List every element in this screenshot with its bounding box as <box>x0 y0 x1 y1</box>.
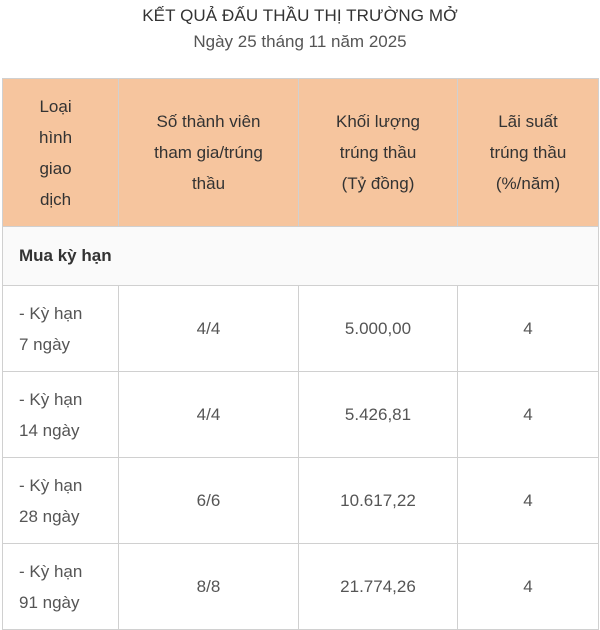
rate-cell: 4 <box>458 458 599 544</box>
table-row <box>3 458 599 544</box>
table-row <box>3 544 599 630</box>
header-line: thầu <box>191 174 226 193</box>
auction-results-table <box>2 78 599 630</box>
volume-cell: 5.000,00 <box>299 286 458 372</box>
members-cell: 8/8 <box>119 544 299 630</box>
page-subtitle: Ngày 25 tháng 11 năm 2025 <box>193 32 407 51</box>
header-interest-rate <box>458 79 599 227</box>
section-label: Mua kỳ hạn <box>3 227 599 286</box>
header-transaction-type <box>3 79 119 227</box>
volume-cell: 21.774,26 <box>299 544 458 630</box>
header-line: trúng thầu <box>339 143 417 162</box>
header-line: Số thành viên <box>156 112 261 131</box>
header-line: (Tỷ đồng) <box>341 174 415 193</box>
term-line: 14 ngày <box>19 420 80 440</box>
volume-cell: 5.426,81 <box>299 372 458 458</box>
section-row <box>3 227 599 286</box>
header-line: trúng thầu <box>489 143 567 162</box>
term-line: 28 ngày <box>19 506 80 526</box>
table-header-row <box>3 79 599 227</box>
page-title: KẾT QUẢ ĐẤU THẦU THỊ TRƯỜNG MỞ <box>142 6 458 25</box>
term-line: 91 ngày <box>19 592 80 612</box>
term-line: 7 ngày <box>19 334 71 354</box>
table-row <box>3 372 599 458</box>
header-line: Khối lượng <box>336 112 420 131</box>
header-line: giao <box>39 158 72 178</box>
members-cell: 6/6 <box>119 458 299 544</box>
rate-cell: 4 <box>458 286 599 372</box>
members-cell: 4/4 <box>119 372 299 458</box>
header-line: Lãi suất <box>498 112 558 131</box>
term-cell <box>3 372 119 458</box>
term-line: - Kỳ hạn <box>19 561 83 581</box>
header-line: Loại <box>39 96 72 116</box>
header-line: hình <box>39 127 73 147</box>
volume-cell: 10.617,22 <box>299 458 458 544</box>
header-members <box>119 79 299 227</box>
rate-cell: 4 <box>458 544 599 630</box>
term-line: - Kỳ hạn <box>19 389 83 409</box>
header-line: tham gia/trúng <box>154 143 263 162</box>
term-line: - Kỳ hạn <box>19 303 83 323</box>
term-line: - Kỳ hạn <box>19 475 83 495</box>
rate-cell: 4 <box>458 372 599 458</box>
header-line: (%/năm) <box>495 174 561 193</box>
header-volume <box>299 79 458 227</box>
table-row <box>3 286 599 372</box>
term-cell <box>3 544 119 630</box>
term-cell <box>3 458 119 544</box>
members-cell: 4/4 <box>119 286 299 372</box>
header-line: dịch <box>39 189 72 209</box>
term-cell <box>3 286 119 372</box>
